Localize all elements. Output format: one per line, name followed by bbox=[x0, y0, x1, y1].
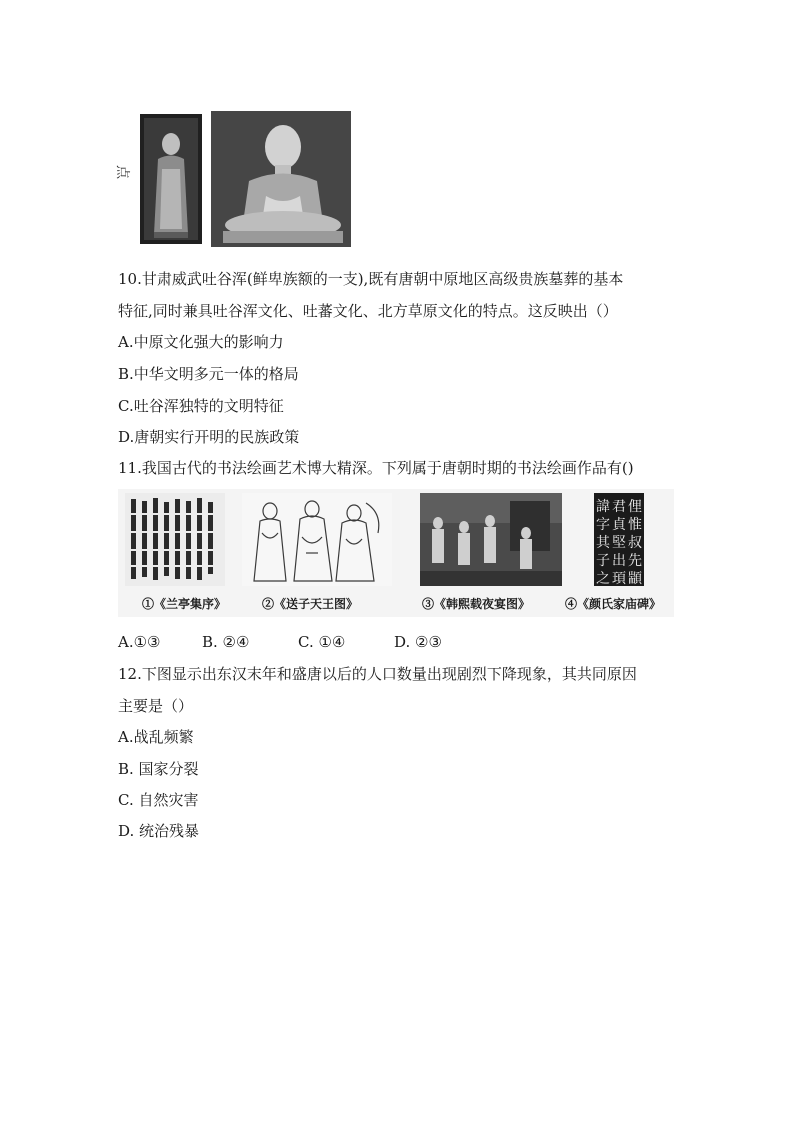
caption-songzi: ②《送子天王图》 bbox=[262, 597, 359, 611]
q12-option-b[interactable]: B. 国家分裂 bbox=[118, 760, 199, 778]
q12-stem-line1: 12.下图显示出东汉末年和盛唐以后的人口数量出现剧烈下降现象，其共同原因 bbox=[118, 665, 637, 683]
stele-char: 諱 bbox=[596, 499, 610, 515]
stele-char: 先 bbox=[628, 553, 642, 569]
line-drawing-figures bbox=[242, 493, 392, 586]
stele-char: 其 bbox=[596, 535, 610, 551]
q11-option-b[interactable]: B. ②④ bbox=[202, 633, 250, 651]
q10-stem-line1: 10.甘肃威武吐谷浑(鲜卑族额的一支),既有唐朝中原地区高级贵族墓葬的基本 bbox=[118, 270, 624, 288]
side-char: 点 bbox=[114, 165, 130, 179]
standing-figure-photo bbox=[140, 114, 202, 244]
seated-buddha-drawing bbox=[211, 111, 351, 247]
songzi-tianwang-painting-image bbox=[242, 493, 392, 586]
stele-char: 頊 bbox=[612, 571, 626, 586]
night-revels-drawing bbox=[420, 493, 562, 586]
q12-stem-line2: 主要是（） bbox=[118, 697, 194, 715]
q10-option-c[interactable]: C.吐谷浑独特的文明特征 bbox=[118, 397, 284, 415]
stele-char: 字 bbox=[596, 517, 610, 533]
q10-option-a[interactable]: A.中原文化强大的影响力 bbox=[118, 333, 284, 351]
q11-option-d[interactable]: D. ②③ bbox=[394, 633, 442, 651]
seated-buddha-statue-photo bbox=[211, 111, 351, 247]
stele-char: 顓 bbox=[628, 571, 642, 586]
standing-figure-drawing bbox=[140, 114, 202, 244]
lanting-calligraphy-image bbox=[125, 493, 225, 586]
q10-option-d[interactable]: D.唐朝实行开明的民族政策 bbox=[118, 428, 300, 446]
stele-char: 子 bbox=[596, 553, 610, 569]
q11-stem-line1: 11.我国古代的书法绘画艺术博大精深。下列属于唐朝时期的书法绘画作品有() bbox=[118, 459, 634, 477]
q11-options bbox=[118, 632, 442, 652]
caption-hanxizai: ③《韩熙载夜宴图》 bbox=[422, 597, 531, 611]
stele-characters bbox=[594, 493, 644, 586]
stele-char: 之 bbox=[596, 571, 610, 586]
calligraphy-columns-drawing bbox=[125, 493, 225, 586]
caption-yanshi: ④《颜氏家庙碑》 bbox=[565, 597, 662, 611]
q10-option-b[interactable]: B.中华文明多元一体的格局 bbox=[118, 365, 299, 383]
stele-char: 俚 bbox=[628, 499, 642, 515]
stele-char: 出 bbox=[612, 553, 626, 569]
q12-option-a[interactable]: A.战乱频繁 bbox=[118, 728, 194, 746]
stele-char: 惟 bbox=[628, 517, 642, 533]
stele-char: 君 bbox=[612, 499, 626, 515]
yan-family-temple-stele-image bbox=[594, 493, 644, 586]
q11-option-a[interactable]: A.①③ bbox=[118, 633, 161, 651]
han-xizai-night-revels-image bbox=[420, 493, 562, 586]
stele-char: 叔 bbox=[628, 535, 642, 551]
q12-option-d[interactable]: D. 统治残暴 bbox=[118, 822, 200, 840]
caption-lanting: ①《兰亭集序》 bbox=[142, 597, 227, 611]
stele-char: 貞 bbox=[612, 517, 626, 533]
stele-char: 堅 bbox=[612, 535, 626, 551]
q10-stem-line2: 特征,同时兼具吐谷浑文化、吐蕃文化、北方草原文化的特点。这反映出（） bbox=[118, 302, 618, 320]
q12-option-c[interactable]: C. 自然灾害 bbox=[118, 791, 199, 809]
q11-option-c[interactable]: C. ①④ bbox=[298, 633, 346, 651]
